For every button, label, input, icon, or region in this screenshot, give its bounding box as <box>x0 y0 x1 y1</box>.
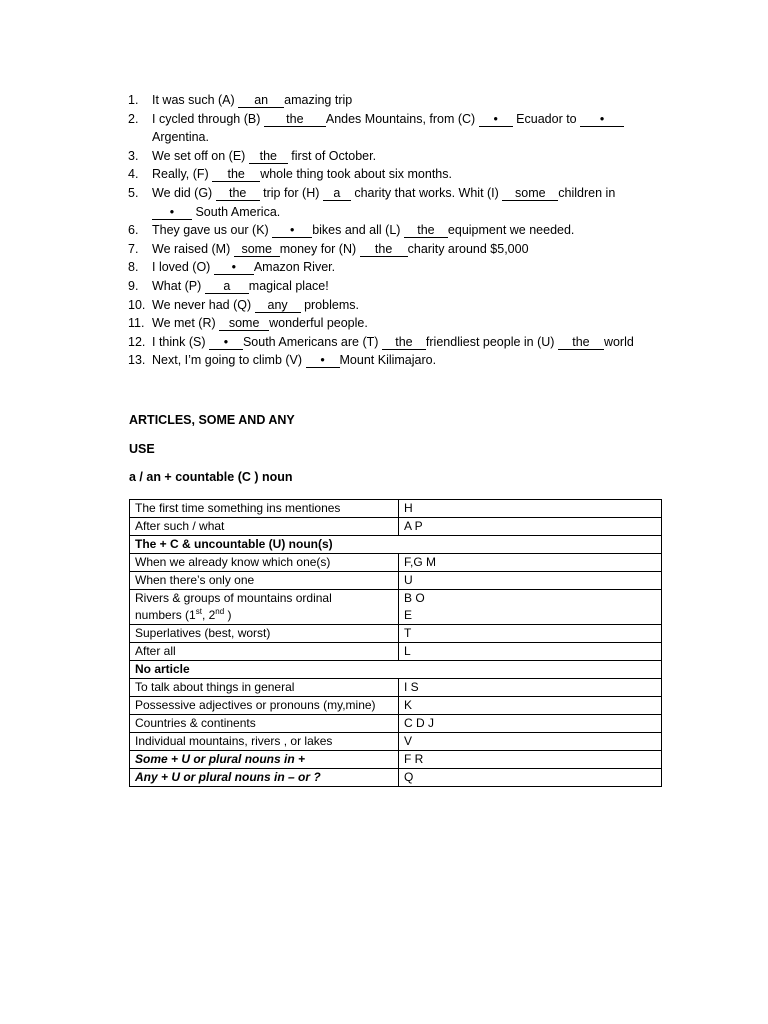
table-row <box>130 554 662 572</box>
item-number: 13. <box>128 353 146 368</box>
use-line: , 2 <box>201 608 216 622</box>
answer-blank: • <box>152 205 192 220</box>
exercise-item <box>128 314 688 333</box>
use-cell: The first time something ins mentiones <box>130 500 399 518</box>
letters-cell: F R <box>399 751 662 769</box>
item-number: 4. <box>128 167 139 182</box>
use-cell: When we already know which one(s) <box>130 554 399 572</box>
answer-blank: a <box>205 279 249 294</box>
item-number: 5. <box>128 185 139 200</box>
table-row <box>130 679 662 697</box>
table-row <box>130 769 662 787</box>
item-text: Amazon River. <box>253 260 336 275</box>
use-cell <box>130 590 399 625</box>
answer-blank: a <box>323 186 351 201</box>
use-cell: After all <box>130 643 399 661</box>
use-line: Rivers & groups of mountains ordinal <box>135 591 332 605</box>
letters-line: E <box>404 608 413 622</box>
item-number: 11. <box>128 316 145 331</box>
answer-blank: • <box>479 112 513 127</box>
answer-blank: • <box>209 335 243 350</box>
item-text: It was such (A) <box>152 93 239 107</box>
rule-heading <box>129 470 293 484</box>
use-cell: Any + U or plural nouns in – or ? <box>130 769 399 787</box>
exercise-item <box>128 184 688 221</box>
item-text: trip for (H) <box>259 185 323 200</box>
answer-blank: the <box>360 242 408 257</box>
item-text: friendliest people in (U) <box>425 334 558 349</box>
table-row <box>130 590 662 625</box>
item-text: Mount Kilimajaro. <box>339 353 437 368</box>
item-text: whole thing took about six months. <box>260 167 452 182</box>
item-text: We did (G) <box>152 185 216 200</box>
answer-blank: • <box>214 260 254 275</box>
exercise-item <box>128 165 688 184</box>
table-section-row <box>130 536 662 554</box>
item-text: money for (N) <box>279 241 360 256</box>
answer-blank: the <box>558 335 604 350</box>
table-row <box>130 500 662 518</box>
item-text: They gave us our (K) <box>152 223 273 238</box>
item-text: equipment we needed. <box>447 223 575 238</box>
exercise-item <box>128 147 688 166</box>
use-cell: To talk about things in general <box>130 679 399 697</box>
exercise-item <box>128 240 688 259</box>
use-line: ) <box>224 608 232 622</box>
item-text: children in <box>558 185 616 200</box>
item-text: What (P) <box>152 278 205 293</box>
item-text: amazing trip <box>284 93 353 107</box>
letters-cell: V <box>399 733 662 751</box>
table-section-row <box>130 661 662 679</box>
letters-cell: C D J <box>399 715 662 733</box>
answer-blank: the <box>212 167 260 182</box>
table-row <box>130 715 662 733</box>
answer-blank: any <box>255 298 301 313</box>
use-cell: After such / what <box>130 518 399 536</box>
item-text: first of October. <box>287 148 377 163</box>
rule-prefix: a / an + countable <box>129 470 238 484</box>
exercise-item <box>128 296 688 315</box>
item-text: Ecuador to <box>512 111 581 126</box>
item-text: We raised (M) <box>152 241 234 256</box>
item-text: Next, I’m going to climb (V) <box>152 353 306 368</box>
answer-blank: the <box>382 335 426 350</box>
table-row <box>130 518 662 536</box>
item-number: 10. <box>128 297 146 312</box>
rule-countable: (C ) <box>237 470 259 484</box>
answer-blank: some <box>234 242 280 257</box>
item-number: 3. <box>128 148 139 163</box>
item-text: We set off on (E) <box>152 148 249 163</box>
item-number: 7. <box>128 241 139 256</box>
item-number: 9. <box>128 278 139 293</box>
use-cell: Possessive adjectives or pronouns (my,mine) <box>130 697 399 715</box>
item-text: charity around $5,000 <box>407 241 529 256</box>
exercise-item <box>128 221 688 240</box>
use-cell: Countries & continents <box>130 715 399 733</box>
item-text: Really, (F) <box>152 167 213 182</box>
table-row <box>130 751 662 769</box>
answer-blank: the <box>264 112 326 127</box>
item-number: 1. <box>128 93 139 107</box>
exercise-item <box>128 91 688 110</box>
answer-blank: the <box>249 149 288 164</box>
ordinal-suffix: nd <box>215 607 225 616</box>
exercise-item <box>128 110 688 147</box>
item-text: Andes Mountains, from (C) <box>325 111 479 126</box>
item-text: problems. <box>300 297 359 312</box>
letters-cell: L <box>399 643 662 661</box>
item-text: We never had (Q) <box>152 297 255 312</box>
letters-line: B O <box>404 591 425 605</box>
letters-cell: A P <box>399 518 662 536</box>
item-number: 8. <box>128 260 139 275</box>
item-text: I think (S) <box>152 334 209 349</box>
item-text: I loved (O) <box>152 260 214 275</box>
use-line: numbers (1 <box>135 608 196 622</box>
answer-blank: • <box>580 112 624 127</box>
ordinal-suffix: st <box>195 607 202 616</box>
use-heading: USE <box>129 442 155 456</box>
answer-blank: the <box>404 223 448 238</box>
answer-blank: an <box>238 93 284 108</box>
letters-cell: U <box>399 572 662 590</box>
item-text: magical place! <box>248 278 329 293</box>
exercise-item <box>128 277 688 296</box>
item-text: We met (R) <box>152 316 220 331</box>
item-text: I cycled through (B) <box>152 111 264 126</box>
exercise-item <box>128 258 688 277</box>
exercise-item <box>128 351 688 370</box>
section-cell: No article <box>130 661 662 679</box>
table-row <box>130 643 662 661</box>
table-row <box>130 572 662 590</box>
letters-cell: I S <box>399 679 662 697</box>
item-number: 12. <box>128 334 146 349</box>
item-text: bikes and all (L) <box>312 223 404 238</box>
item-text: South Americans are (T) <box>242 334 382 349</box>
section-title: ARTICLES, SOME AND ANY <box>129 413 295 427</box>
rule-suffix: noun <box>258 470 293 484</box>
article-rules-table <box>129 499 662 787</box>
letters-cell <box>399 590 662 625</box>
answer-blank: • <box>306 353 340 368</box>
use-cell: Individual mountains, rivers , or lakes <box>130 733 399 751</box>
table-row <box>130 625 662 643</box>
letters-cell: K <box>399 697 662 715</box>
section-cell: The + C & uncountable (U) noun(s) <box>130 536 662 554</box>
table-row <box>130 733 662 751</box>
letters-cell: Q <box>399 769 662 787</box>
item-text: charity that works. Whit (I) <box>350 185 503 200</box>
item-number: 6. <box>128 223 139 238</box>
answer-blank: some <box>502 186 558 201</box>
answer-blank: the <box>216 186 260 201</box>
letters-cell: F,G M <box>399 554 662 572</box>
use-cell: Some + U or plural nouns in + <box>130 751 399 769</box>
table-row <box>130 697 662 715</box>
item-text: world <box>603 334 634 349</box>
item-text: Argentina. <box>152 130 209 145</box>
exercise-item <box>128 333 688 352</box>
answer-blank: • <box>272 223 312 238</box>
item-number: 2. <box>128 111 139 126</box>
item-text: South America. <box>192 204 281 219</box>
use-cell: Superlatives (best, worst) <box>130 625 399 643</box>
use-cell: When there’s only one <box>130 572 399 590</box>
exercise-list <box>128 91 688 370</box>
letters-cell: T <box>399 625 662 643</box>
item-text: wonderful people. <box>269 316 368 331</box>
letters-cell: H <box>399 500 662 518</box>
answer-blank: some <box>219 316 269 331</box>
